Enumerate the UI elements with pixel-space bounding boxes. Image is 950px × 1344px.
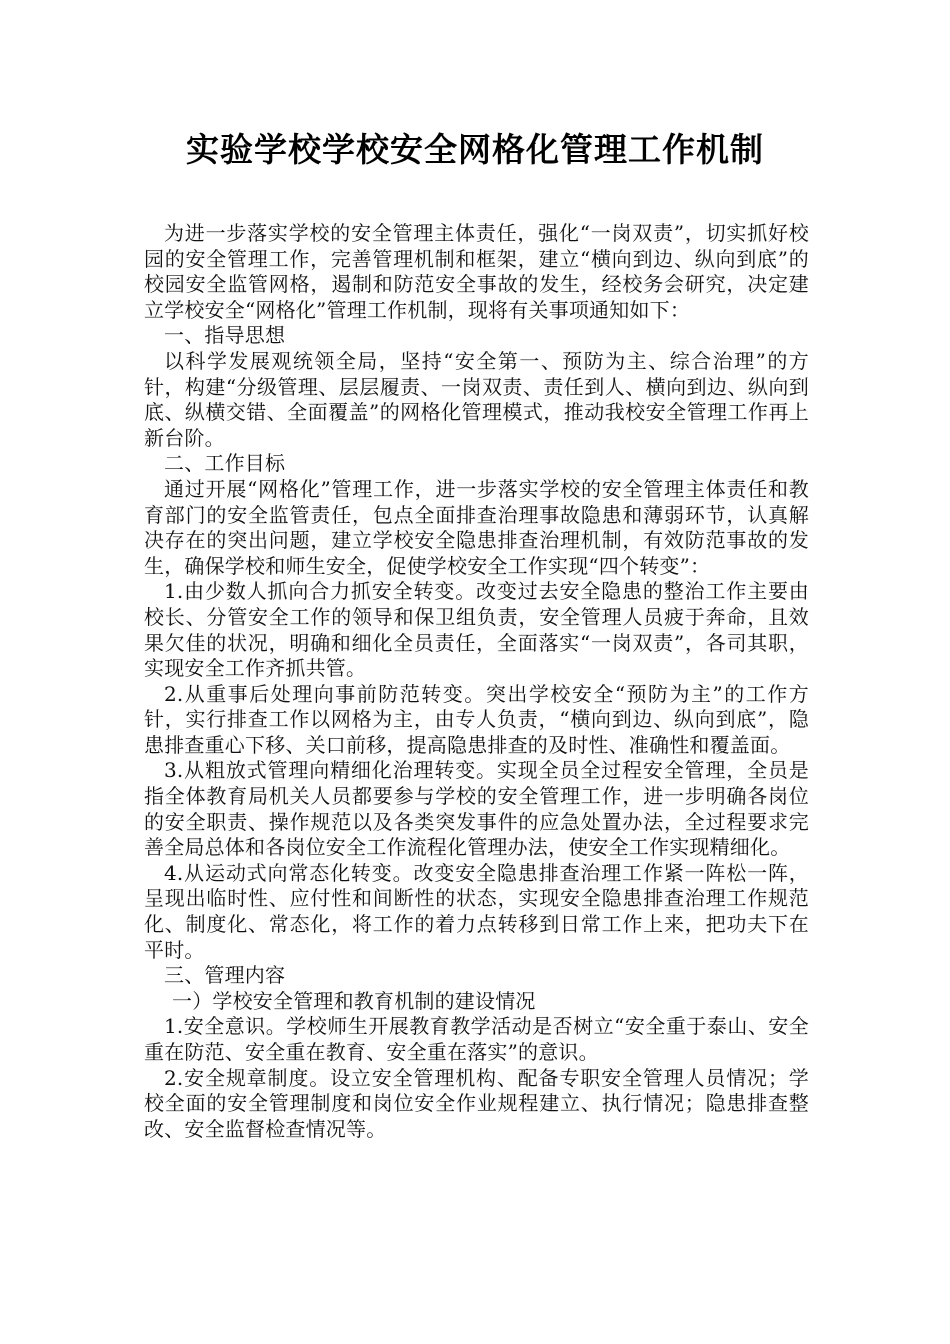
transformation-item-4: 4.从运动式向常态化转变。改变安全隐患排查治理工作紧一阵松一阵，呈现出临时性、应付性和间断性的状态，实现安全隐患排查治理工作规范化、制度化、常态化，将工作的着力点转移到日常工作上来，把功夫下在平时。 [144,860,809,962]
section-heading-work-goals: 二、工作目标 [164,451,286,476]
content-item-1: 1.安全意识。学校师生开展教育教学活动是否树立“安全重于泰山、安全重在防范、安全重在教育、安全重在落实”的意识。 [144,1014,809,1064]
transformation-item-3: 3.从粗放式管理向精细化治理转变。实现全员全过程安全管理，全员是指全体教育局机关人员都要参与学校的安全管理工作，进一步明确各岗位的安全职责、操作规范以及各类突发事件的应急处置办法，全过程要求完善全局总体和各岗位安全工作流程化管理办法，使安全工作实现精细化。 [144,758,809,860]
content-item-2: 2.安全规章制度。设立安全管理机构、配备专职安全管理人员情况；学校全面的安全管理制度和岗位安全作业规程建立、执行情况；隐患排查整改、安全监督检查情况等。 [144,1065,809,1141]
document-body [144,221,809,1142]
section-heading-guiding-ideology: 一、指导思想 [164,323,286,348]
transformation-item-1: 1.由少数人抓向合力抓安全转变。改变过去安全隐患的整治工作主要由校长、分管安全工作的领导和保卫组负责，安全管理人员疲于奔命，且效果欠佳的状况，明确和细化全员责任，全面落实“一岗双责”，各司其职，实现安全工作齐抓共管。 [144,579,809,681]
intro-paragraph: 为进一步落实学校的安全管理主体责任，强化“一岗双责”，切实抓好校园的安全管理工作，完善管理机制和框架，建立“横向到边、纵向到底”的校园安全监管网格，遏制和防范安全事故的发生，经校务会研究，决定建立学校安全“网格化”管理工作机制，现将有关事项通知如下： [144,221,809,322]
document-title: 实验学校学校安全网格化管理工作机制 [186,130,764,169]
transformation-item-2: 2.从重事后处理向事前防范转变。突出学校安全“预防为主”的工作方针，实行排查工作以网格为主，由专人负责，“横向到边、纵向到底”，隐患排查重心下移、关口前移，提高隐患排查的及时性、准确性和覆盖面。 [144,681,809,757]
subsection-heading-mechanism: 一）学校安全管理和教育机制的建设情况 [172,988,536,1013]
section-heading-management-content: 三、管理内容 [164,963,286,988]
work-goals-paragraph: 通过开展“网格化”管理工作，进一步落实学校的安全管理主体责任和教育部门的安全监管责任，包点全面排查治理事故隐患和薄弱环节，认真解决存在的突出问题，建立学校安全隐患排查治理机制，有效防范事故的发生，确保学校和师生安全，促使学校安全工作实现“四个转变”： [144,476,809,578]
guiding-ideology-paragraph: 以科学发展观统领全局，坚持“安全第一、预防为主、综合治理”的方针，构建“分级管理、层层履责、一岗双责、责任到人、横向到边、纵向到底、纵横交错、全面覆盖”的网格化管理模式，推动我校安全管理工作再上新台阶。 [144,348,809,450]
